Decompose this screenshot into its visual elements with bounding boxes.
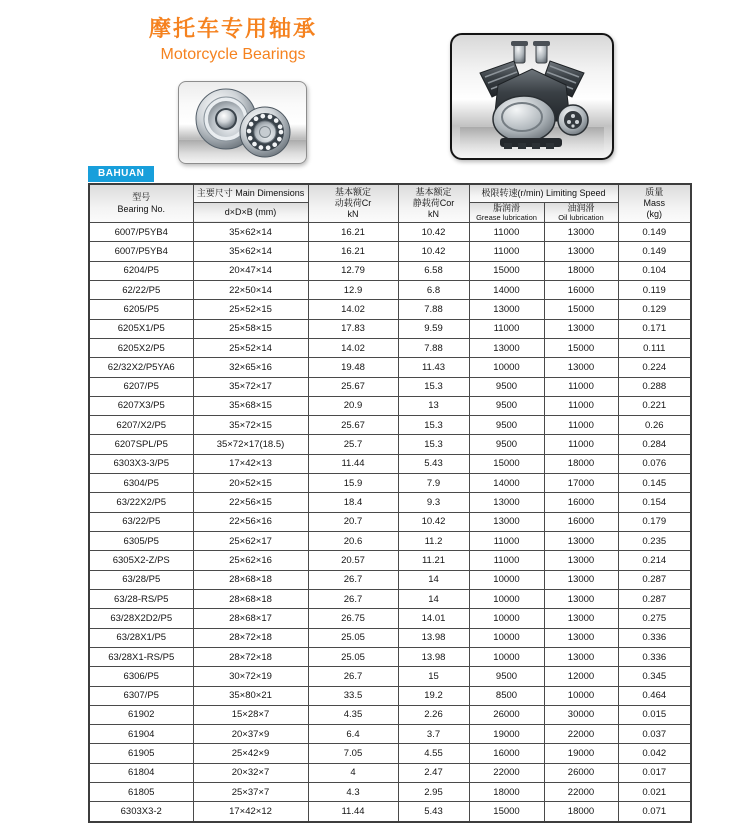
col-header-oil-lubrication	[544, 202, 618, 223]
cell-grease-speed: 10000	[469, 647, 544, 666]
brand-tab: BAHUAN	[88, 166, 154, 182]
cell-grease-speed: 9500	[469, 396, 544, 415]
cell-mass: 0.149	[618, 242, 691, 261]
cell-grease-speed: 13000	[469, 300, 544, 319]
cell-bearing-no: 6007/P5YB4	[89, 242, 193, 261]
cell-bearing-no: 6204/P5	[89, 261, 193, 280]
table-row	[89, 532, 691, 551]
cell-dynamic-load: 16.21	[308, 223, 398, 242]
table-row	[89, 338, 691, 357]
table-row	[89, 512, 691, 531]
col-header-dynamic-load-unit: kN	[347, 209, 359, 220]
cell-oil-speed: 13000	[544, 319, 618, 338]
cell-bearing-no: 6207/X2/P5	[89, 416, 193, 435]
cell-grease-speed: 14000	[469, 280, 544, 299]
cell-dimensions: 15×28×7	[193, 705, 308, 724]
col-header-static-load	[398, 184, 469, 223]
cell-grease-speed: 14000	[469, 474, 544, 493]
cell-dynamic-load: 11.44	[308, 454, 398, 473]
col-header-static-load-unit: kN	[428, 209, 439, 220]
cell-mass: 0.345	[618, 667, 691, 686]
cell-static-load: 10.42	[398, 223, 469, 242]
cell-static-load: 2.47	[398, 763, 469, 782]
table-row	[89, 744, 691, 763]
cell-oil-speed: 13000	[544, 532, 618, 551]
cell-bearing-no: 61905	[89, 744, 193, 763]
cell-oil-speed: 15000	[544, 338, 618, 357]
cell-mass: 0.021	[618, 783, 691, 802]
cell-static-load: 2.26	[398, 705, 469, 724]
cell-mass: 0.042	[618, 744, 691, 763]
cell-oil-speed: 12000	[544, 667, 618, 686]
cell-bearing-no: 63/28-RS/P5	[89, 589, 193, 608]
bearing-table-body	[89, 223, 691, 822]
cell-bearing-no: 63/22X2/P5	[89, 493, 193, 512]
col-header-dynamic-load-l1: 基本额定	[334, 186, 371, 197]
cell-mass: 0.26	[618, 416, 691, 435]
cell-mass: 0.275	[618, 609, 691, 628]
cell-dynamic-load: 26.75	[308, 609, 398, 628]
cell-static-load: 13.98	[398, 628, 469, 647]
cell-static-load: 11.43	[398, 358, 469, 377]
cell-oil-speed: 11000	[544, 416, 618, 435]
col-header-mass-zh: 质量	[645, 186, 664, 197]
cell-dimensions: 25×58×15	[193, 319, 308, 338]
cell-dimensions: 28×68×18	[193, 589, 308, 608]
table-row	[89, 628, 691, 647]
cell-dimensions: 25×37×7	[193, 783, 308, 802]
table-row	[89, 783, 691, 802]
cell-dynamic-load: 12.79	[308, 261, 398, 280]
cell-static-load: 4.55	[398, 744, 469, 763]
col-header-grease-lubrication	[469, 202, 544, 223]
cell-static-load: 9.59	[398, 319, 469, 338]
cell-mass: 0.015	[618, 705, 691, 724]
cell-dimensions: 22×56×16	[193, 512, 308, 531]
cell-dynamic-load: 25.7	[308, 435, 398, 454]
cell-oil-speed: 11000	[544, 396, 618, 415]
cell-static-load: 19.2	[398, 686, 469, 705]
cell-dimensions: 35×62×14	[193, 242, 308, 261]
col-header-mass	[618, 184, 691, 223]
cell-static-load: 5.43	[398, 802, 469, 822]
col-header-static-load-l1: 基本额定	[415, 186, 452, 197]
table-row	[89, 763, 691, 782]
cell-static-load: 13	[398, 396, 469, 415]
cell-bearing-no: 63/28X1/P5	[89, 628, 193, 647]
cell-dynamic-load: 14.02	[308, 338, 398, 357]
cell-dimensions: 35×68×15	[193, 396, 308, 415]
table-row	[89, 416, 691, 435]
cell-bearing-no: 6007/P5YB4	[89, 223, 193, 242]
cell-oil-speed: 16000	[544, 493, 618, 512]
col-header-grease-en: Grease lubrication	[476, 212, 537, 222]
cell-dimensions: 35×72×15	[193, 416, 308, 435]
cell-static-load: 9.3	[398, 493, 469, 512]
cell-dynamic-load: 25.05	[308, 647, 398, 666]
cell-static-load: 11.2	[398, 532, 469, 551]
cell-mass: 0.119	[618, 280, 691, 299]
cell-dimensions: 35×72×17	[193, 377, 308, 396]
cell-dimensions: 25×42×9	[193, 744, 308, 763]
page-title: 摩托车专用轴承	[148, 16, 317, 41]
cell-bearing-no: 61904	[89, 725, 193, 744]
cell-oil-speed: 13000	[544, 628, 618, 647]
cell-dynamic-load: 25.67	[308, 377, 398, 396]
cell-dimensions: 25×62×16	[193, 551, 308, 570]
table-header	[89, 184, 691, 223]
ball-bearing-illustration	[179, 82, 306, 163]
cell-dynamic-load: 33.5	[308, 686, 398, 705]
cell-bearing-no: 6303X3-2	[89, 802, 193, 822]
cell-oil-speed: 22000	[544, 725, 618, 744]
cell-dynamic-load: 19.48	[308, 358, 398, 377]
cell-dynamic-load: 14.02	[308, 300, 398, 319]
cell-mass: 0.288	[618, 377, 691, 396]
cell-dimensions: 20×37×9	[193, 725, 308, 744]
page-title-block	[78, 16, 388, 65]
cell-dimensions: 17×42×13	[193, 454, 308, 473]
col-header-bearing-no	[89, 184, 193, 223]
cell-bearing-no: 6306/P5	[89, 667, 193, 686]
cell-bearing-no: 61805	[89, 783, 193, 802]
bearing-photo	[178, 81, 307, 164]
cell-oil-speed: 13000	[544, 570, 618, 589]
cell-mass: 0.235	[618, 532, 691, 551]
cell-dynamic-load: 26.7	[308, 589, 398, 608]
cell-oil-speed: 13000	[544, 551, 618, 570]
cell-static-load: 15.3	[398, 416, 469, 435]
cell-mass: 0.145	[618, 474, 691, 493]
bearing-spec-table	[88, 183, 692, 823]
cell-dimensions: 22×50×14	[193, 280, 308, 299]
cell-grease-speed: 10000	[469, 589, 544, 608]
cell-bearing-no: 62/32X2/P5YA6	[89, 358, 193, 377]
cell-dimensions: 20×52×15	[193, 474, 308, 493]
cell-grease-speed: 16000	[469, 744, 544, 763]
cell-dimensions: 32×65×16	[193, 358, 308, 377]
table-row	[89, 242, 691, 261]
cell-dynamic-load: 16.21	[308, 242, 398, 261]
cell-dynamic-load: 4.35	[308, 705, 398, 724]
table-row	[89, 493, 691, 512]
cell-static-load: 7.88	[398, 338, 469, 357]
cell-static-load: 5.43	[398, 454, 469, 473]
cell-static-load: 14	[398, 570, 469, 589]
cell-static-load: 14	[398, 589, 469, 608]
cell-grease-speed: 13000	[469, 512, 544, 531]
cell-static-load: 15.3	[398, 377, 469, 396]
cell-grease-speed: 9500	[469, 416, 544, 435]
cell-dynamic-load: 12.9	[308, 280, 398, 299]
cell-mass: 0.104	[618, 261, 691, 280]
cell-bearing-no: 61804	[89, 763, 193, 782]
table-row	[89, 570, 691, 589]
cell-grease-speed: 8500	[469, 686, 544, 705]
cell-dimensions: 35×62×14	[193, 223, 308, 242]
cell-oil-speed: 16000	[544, 512, 618, 531]
table-row	[89, 686, 691, 705]
cell-oil-speed: 18000	[544, 454, 618, 473]
col-header-dynamic-load	[308, 184, 398, 223]
cell-oil-speed: 11000	[544, 377, 618, 396]
table-row	[89, 551, 691, 570]
cell-grease-speed: 15000	[469, 802, 544, 822]
cell-grease-speed: 18000	[469, 783, 544, 802]
cell-dimensions: 25×52×15	[193, 300, 308, 319]
cell-mass: 0.221	[618, 396, 691, 415]
table-row	[89, 319, 691, 338]
cell-grease-speed: 13000	[469, 338, 544, 357]
cell-dimensions: 28×68×17	[193, 609, 308, 628]
cell-mass: 0.284	[618, 435, 691, 454]
cell-dynamic-load: 25.67	[308, 416, 398, 435]
table-row	[89, 223, 691, 242]
table-row	[89, 725, 691, 744]
col-header-mass-en: Mass	[643, 197, 666, 208]
cell-static-load: 11.21	[398, 551, 469, 570]
cell-grease-speed: 22000	[469, 763, 544, 782]
cell-dimensions: 25×62×17	[193, 532, 308, 551]
col-header-dynamic-load-l2: 动载荷Cr	[334, 197, 372, 208]
cell-mass: 0.287	[618, 570, 691, 589]
cell-bearing-no: 62/22/P5	[89, 280, 193, 299]
table-row	[89, 377, 691, 396]
cell-dynamic-load: 15.9	[308, 474, 398, 493]
cell-mass: 0.129	[618, 300, 691, 319]
cell-grease-speed: 15000	[469, 454, 544, 473]
cell-mass: 0.149	[618, 223, 691, 242]
cell-bearing-no: 6207SPL/P5	[89, 435, 193, 454]
table-row	[89, 280, 691, 299]
cell-dynamic-load: 7.05	[308, 744, 398, 763]
cell-oil-speed: 17000	[544, 474, 618, 493]
cell-dimensions: 20×47×14	[193, 261, 308, 280]
cell-dimensions: 22×56×15	[193, 493, 308, 512]
col-header-dimensions: 主要尺寸 Main Dimensions	[193, 184, 308, 202]
cell-oil-speed: 13000	[544, 242, 618, 261]
cell-grease-speed: 13000	[469, 493, 544, 512]
engine-illustration	[452, 35, 612, 158]
cell-mass: 0.336	[618, 628, 691, 647]
cell-bearing-no: 63/28X1-RS/P5	[89, 647, 193, 666]
col-header-mass-unit: (kg)	[646, 209, 663, 220]
motorcycle-engine-photo	[450, 33, 614, 160]
cell-static-load: 7.9	[398, 474, 469, 493]
cell-mass: 0.154	[618, 493, 691, 512]
cell-dynamic-load: 6.4	[308, 725, 398, 744]
cell-mass: 0.071	[618, 802, 691, 822]
col-header-bearing-no-zh: 型号	[132, 192, 151, 203]
table-row	[89, 435, 691, 454]
cell-dynamic-load: 25.05	[308, 628, 398, 647]
table-row	[89, 647, 691, 666]
cell-grease-speed: 11000	[469, 532, 544, 551]
cell-grease-speed: 9500	[469, 667, 544, 686]
table-row	[89, 300, 691, 319]
cell-mass: 0.171	[618, 319, 691, 338]
cell-grease-speed: 10000	[469, 609, 544, 628]
cell-bearing-no: 6305/P5	[89, 532, 193, 551]
cell-grease-speed: 10000	[469, 358, 544, 377]
cell-oil-speed: 22000	[544, 783, 618, 802]
cell-grease-speed: 11000	[469, 551, 544, 570]
cell-mass: 0.464	[618, 686, 691, 705]
col-header-grease-zh: 脂润滑	[492, 202, 520, 213]
cell-bearing-no: 6305X2-Z/PS	[89, 551, 193, 570]
col-header-oil-en: Oil lubrication	[558, 212, 604, 222]
page-subtitle: Motorcycle Bearings	[160, 46, 306, 64]
cell-dimensions: 28×72×18	[193, 647, 308, 666]
cell-bearing-no: 61902	[89, 705, 193, 724]
cell-oil-speed: 11000	[544, 435, 618, 454]
cell-grease-speed: 10000	[469, 628, 544, 647]
cell-oil-speed: 13000	[544, 609, 618, 628]
table-row	[89, 705, 691, 724]
table-row	[89, 474, 691, 493]
col-header-limiting-speed: 极限转速(r/min) Limiting Speed	[469, 184, 618, 202]
cell-grease-speed: 10000	[469, 570, 544, 589]
cell-bearing-no: 6205/P5	[89, 300, 193, 319]
cell-mass: 0.179	[618, 512, 691, 531]
cell-mass: 0.214	[618, 551, 691, 570]
col-header-oil-zh: 油润滑	[567, 202, 595, 213]
cell-grease-speed: 19000	[469, 725, 544, 744]
table-row	[89, 667, 691, 686]
cell-dynamic-load: 17.83	[308, 319, 398, 338]
cell-bearing-no: 6303X3-3/P5	[89, 454, 193, 473]
cell-dimensions: 17×42×12	[193, 802, 308, 822]
cell-oil-speed: 30000	[544, 705, 618, 724]
cell-bearing-no: 63/28X2D2/P5	[89, 609, 193, 628]
cell-mass: 0.111	[618, 338, 691, 357]
cell-bearing-no: 6307/P5	[89, 686, 193, 705]
cell-bearing-no: 6304/P5	[89, 474, 193, 493]
cell-dynamic-load: 20.7	[308, 512, 398, 531]
cell-oil-speed: 18000	[544, 802, 618, 822]
cell-static-load: 7.88	[398, 300, 469, 319]
cell-bearing-no: 63/28/P5	[89, 570, 193, 589]
cell-dynamic-load: 20.6	[308, 532, 398, 551]
cell-static-load: 6.58	[398, 261, 469, 280]
cell-bearing-no: 63/22/P5	[89, 512, 193, 531]
cell-oil-speed: 18000	[544, 261, 618, 280]
cell-grease-speed: 26000	[469, 705, 544, 724]
cell-dimensions: 28×68×18	[193, 570, 308, 589]
cell-bearing-no: 6207/P5	[89, 377, 193, 396]
cell-static-load: 2.95	[398, 783, 469, 802]
cell-grease-speed: 11000	[469, 242, 544, 261]
cell-dynamic-load: 26.7	[308, 667, 398, 686]
cell-static-load: 10.42	[398, 512, 469, 531]
cell-dynamic-load: 4.3	[308, 783, 398, 802]
cell-mass: 0.224	[618, 358, 691, 377]
cell-mass: 0.076	[618, 454, 691, 473]
cell-dimensions: 28×72×18	[193, 628, 308, 647]
cell-oil-speed: 13000	[544, 358, 618, 377]
col-header-bearing-no-en: Bearing No.	[117, 203, 166, 214]
cell-oil-speed: 10000	[544, 686, 618, 705]
cell-oil-speed: 13000	[544, 589, 618, 608]
cell-grease-speed: 11000	[469, 319, 544, 338]
col-header-static-load-l2: 静载荷Cor	[412, 197, 455, 208]
table-row	[89, 609, 691, 628]
cell-oil-speed: 15000	[544, 300, 618, 319]
cell-static-load: 6.8	[398, 280, 469, 299]
table-row	[89, 802, 691, 822]
cell-mass: 0.037	[618, 725, 691, 744]
cell-dimensions: 30×72×19	[193, 667, 308, 686]
cell-dimensions: 25×52×14	[193, 338, 308, 357]
cell-oil-speed: 13000	[544, 647, 618, 666]
cell-bearing-no: 6207X3/P5	[89, 396, 193, 415]
cell-dynamic-load: 20.9	[308, 396, 398, 415]
cell-grease-speed: 11000	[469, 223, 544, 242]
cell-bearing-no: 6205X2/P5	[89, 338, 193, 357]
cell-dynamic-load: 20.57	[308, 551, 398, 570]
cell-dynamic-load: 26.7	[308, 570, 398, 589]
table-row	[89, 358, 691, 377]
cell-mass: 0.017	[618, 763, 691, 782]
table-row	[89, 589, 691, 608]
cell-static-load: 3.7	[398, 725, 469, 744]
cell-oil-speed: 19000	[544, 744, 618, 763]
cell-static-load: 14.01	[398, 609, 469, 628]
cell-static-load: 10.42	[398, 242, 469, 261]
table-row	[89, 396, 691, 415]
cell-static-load: 15	[398, 667, 469, 686]
cell-mass: 0.287	[618, 589, 691, 608]
cell-oil-speed: 16000	[544, 280, 618, 299]
cell-dimensions: 20×32×7	[193, 763, 308, 782]
cell-dynamic-load: 18.4	[308, 493, 398, 512]
cell-dimensions: 35×80×21	[193, 686, 308, 705]
cell-grease-speed: 9500	[469, 377, 544, 396]
cell-dimensions: 35×72×17(18.5)	[193, 435, 308, 454]
cell-mass: 0.336	[618, 647, 691, 666]
cell-dynamic-load: 4	[308, 763, 398, 782]
table-row	[89, 454, 691, 473]
cell-bearing-no: 6205X1/P5	[89, 319, 193, 338]
cell-oil-speed: 26000	[544, 763, 618, 782]
cell-static-load: 13.98	[398, 647, 469, 666]
col-header-dimensions-sub: d×D×B (mm)	[193, 202, 308, 223]
cell-oil-speed: 13000	[544, 223, 618, 242]
table-row	[89, 261, 691, 280]
cell-dynamic-load: 11.44	[308, 802, 398, 822]
cell-grease-speed: 15000	[469, 261, 544, 280]
cell-grease-speed: 9500	[469, 435, 544, 454]
cell-static-load: 15.3	[398, 435, 469, 454]
